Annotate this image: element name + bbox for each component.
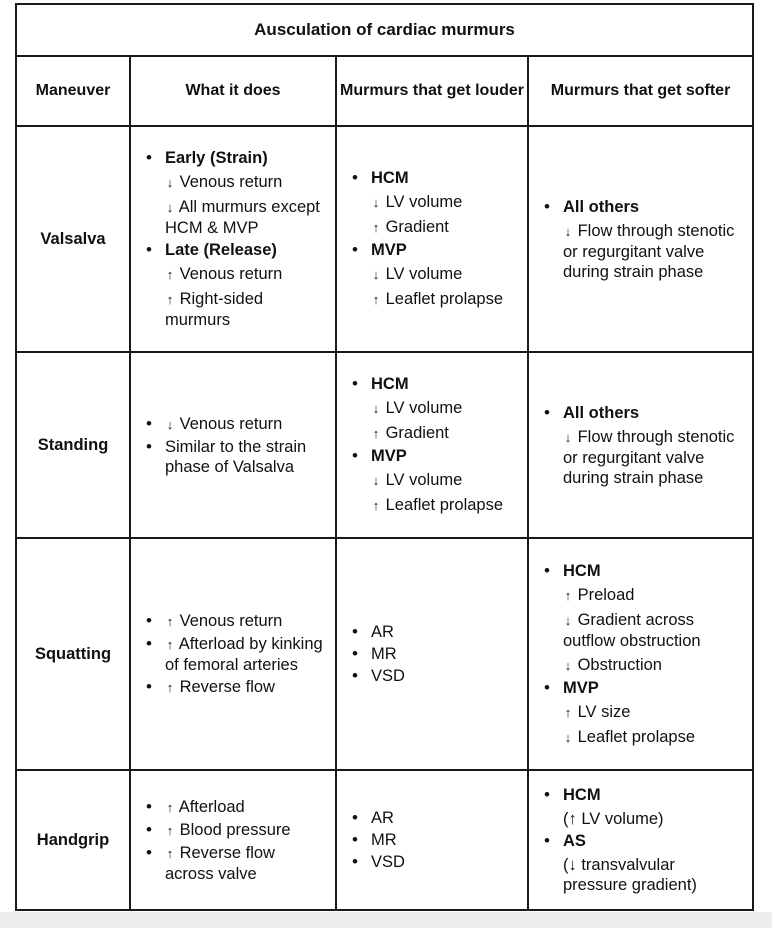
sub-item [371, 217, 517, 238]
item-line [165, 415, 282, 433]
arrow-icon: ↑ [166, 679, 174, 695]
maneuver-cell: Handgrip [16, 770, 130, 910]
item-line [165, 612, 282, 630]
header-maneuver: Maneuver [16, 56, 130, 126]
item-heading: • HCM [371, 375, 409, 393]
bullet-list [541, 561, 742, 748]
list-item [541, 561, 742, 676]
item-text: Obstruction [577, 655, 662, 674]
item-text: AR [371, 623, 394, 641]
louder-cell [336, 538, 528, 770]
arrow-icon: ↓ [372, 401, 380, 416]
bullet-list [541, 785, 742, 895]
list-item [143, 148, 325, 238]
louder-cell [336, 352, 528, 538]
item-text: VSD [371, 853, 405, 871]
arrow-icon: ↑ [166, 636, 174, 652]
item-text: Venous return [179, 173, 283, 191]
arrow-icon: ↑ [166, 822, 174, 838]
arrow-icon: ↓ [166, 416, 174, 432]
list-item [349, 808, 517, 828]
item-text: LV volume [385, 471, 463, 489]
table-title: Ausculation of cardiac murmurs [16, 4, 753, 56]
sub-item [563, 655, 742, 676]
item-line [371, 623, 394, 641]
list-item [143, 240, 325, 330]
sub-item [371, 289, 517, 310]
list-item [143, 634, 325, 675]
item-text: Venous return [179, 414, 283, 433]
item-text: MR [371, 831, 397, 849]
arrow-icon: ↑ [166, 799, 174, 815]
maneuver-cell: Valsalva [16, 126, 130, 352]
bullet-list [143, 611, 325, 698]
item-text: LV volume [385, 399, 463, 417]
item-text: Reverse flow [179, 677, 275, 696]
sub-item [165, 264, 325, 285]
list-item [349, 852, 517, 872]
list-item [541, 197, 742, 282]
sub-item [563, 610, 742, 651]
list-item [143, 437, 325, 477]
item-heading: • All others [563, 197, 640, 216]
list-item [349, 446, 517, 516]
item-line [165, 844, 275, 883]
arrow-icon: ↓ [564, 612, 572, 628]
list-item [349, 374, 517, 444]
sub-item [371, 470, 517, 491]
arrow-icon: ↑ [166, 613, 174, 629]
bullet-list [349, 622, 517, 686]
item-heading: • MVP [371, 447, 407, 465]
item-text: Gradient [385, 424, 449, 442]
what-cell [130, 538, 336, 770]
item-line [165, 635, 323, 674]
sub-item [563, 727, 742, 748]
bullet-list [541, 403, 742, 488]
row-valsalva [16, 126, 753, 352]
what-cell [130, 126, 336, 352]
arrow-icon: ↓ [564, 429, 572, 445]
sub-item [563, 702, 742, 723]
item-line [165, 438, 306, 476]
list-item [541, 831, 742, 895]
item-text: Preload [577, 585, 635, 604]
list-item [143, 611, 325, 632]
louder-cell [336, 126, 528, 352]
list-item [541, 785, 742, 829]
bottom-bar [0, 912, 772, 928]
item-line [371, 853, 405, 871]
bullet-list [349, 808, 517, 872]
maneuver-cell: Standing [16, 352, 130, 538]
arrow-icon: ↑ [166, 292, 174, 307]
list-item [143, 843, 325, 884]
sub-item [371, 264, 517, 285]
header-what-it-does: What it does [130, 56, 336, 126]
sub-item [371, 495, 517, 516]
item-text: Flow through stenotic or regurgitant valve during strain phase [563, 427, 735, 487]
item-text: Afterload by kinking of femoral arteries [165, 634, 323, 674]
list-item [349, 240, 517, 310]
arrow-icon: ↑ [372, 498, 380, 513]
item-text: Flow through stenotic or regurgitant valve during strain phase [563, 221, 735, 281]
item-text: Blood pressure [179, 820, 291, 839]
sub-item [563, 585, 742, 606]
item-text: MR [371, 645, 397, 663]
header-louder: Murmurs that get louder [336, 56, 528, 126]
sub-item [563, 809, 742, 829]
bullet-list [143, 414, 325, 477]
arrow-icon: ↑ [166, 845, 174, 861]
item-heading: • Early (Strain) [165, 149, 268, 167]
item-text: Reverse flow across valve [165, 843, 275, 883]
sub-item [165, 172, 325, 193]
softer-cell [528, 352, 753, 538]
item-line [371, 809, 394, 827]
item-heading: • All others [563, 403, 640, 422]
item-line [371, 645, 397, 663]
arrow-icon: ↓ [372, 473, 380, 488]
item-text: AR [371, 809, 394, 827]
bullet-list [349, 374, 517, 516]
list-item [349, 830, 517, 850]
bullet-list [143, 797, 325, 884]
item-text: LV volume [385, 193, 463, 211]
item-text: Right-sided murmurs [165, 290, 264, 329]
item-text: Leaflet prolapse [385, 290, 504, 308]
item-heading: • MVP [371, 241, 407, 259]
item-text: Gradient across outflow obstruction [563, 610, 701, 650]
arrow-icon: ↑ [166, 267, 174, 282]
item-text: LV volume [385, 265, 463, 283]
maneuver-cell: Squatting [16, 538, 130, 770]
list-item [143, 797, 325, 818]
item-text: Leaflet prolapse [385, 496, 504, 514]
item-line [371, 831, 397, 849]
sub-item [165, 289, 325, 330]
item-text: Venous return [179, 265, 283, 283]
bullet-list [143, 148, 325, 330]
louder-cell [336, 770, 528, 910]
softer-cell [528, 126, 753, 352]
row-squatting [16, 538, 753, 770]
arrow-icon: ↓ [372, 195, 380, 210]
item-text: Venous return [179, 611, 283, 630]
arrow-icon: ↑ [372, 292, 380, 307]
item-heading: • HCM [371, 169, 409, 187]
item-text: VSD [371, 667, 405, 685]
list-item [349, 622, 517, 642]
arrow-icon: ↓ [166, 175, 174, 190]
murmur-table [15, 3, 754, 911]
arrow-icon: ↓ [564, 729, 572, 745]
sub-item [165, 197, 325, 238]
item-text: LV size [577, 702, 631, 721]
softer-cell [528, 538, 753, 770]
item-text: (↑ LV volume) [563, 810, 664, 828]
arrow-icon: ↓ [372, 267, 380, 282]
row-standing [16, 352, 753, 538]
sub-item [371, 192, 517, 213]
item-text: Gradient [385, 218, 449, 236]
arrow-icon: ↓ [564, 657, 572, 673]
sub-item [563, 855, 742, 895]
arrow-icon: ↑ [564, 587, 572, 603]
item-heading: • HCM [563, 786, 601, 804]
sub-item [371, 398, 517, 419]
item-text: (↓ transvalvular pressure gradient) [563, 856, 697, 894]
arrow-icon: ↓ [166, 200, 174, 215]
header-softer: Murmurs that get softer [528, 56, 753, 126]
list-item [541, 678, 742, 748]
arrow-icon: ↑ [372, 220, 380, 235]
item-line [165, 821, 291, 839]
item-heading: • AS [563, 832, 586, 850]
item-heading: • HCM [563, 561, 601, 580]
list-item [143, 414, 325, 435]
what-cell [130, 352, 336, 538]
what-cell [130, 770, 336, 910]
arrow-icon: ↑ [372, 426, 380, 441]
item-heading: • Late (Release) [165, 241, 277, 259]
sub-item [371, 423, 517, 444]
item-heading: • MVP [563, 678, 599, 697]
arrow-icon: ↓ [564, 223, 572, 239]
item-text: Leaflet prolapse [577, 727, 696, 746]
row-handgrip [16, 770, 753, 910]
list-item [143, 677, 325, 698]
bullet-list [541, 197, 742, 282]
item-line [165, 678, 275, 696]
sub-item [563, 221, 742, 282]
item-text: Afterload [178, 797, 245, 816]
list-item [349, 644, 517, 664]
list-item [349, 168, 517, 238]
bullet-list [349, 168, 517, 310]
item-text: All murmurs except HCM & MVP [165, 198, 320, 237]
arrow-icon: ↑ [564, 704, 572, 720]
item-line [165, 798, 245, 816]
item-text: Similar to the strain phase of Valsalva [165, 437, 307, 476]
item-line [371, 667, 405, 685]
list-item [349, 666, 517, 686]
list-item [541, 403, 742, 488]
softer-cell [528, 770, 753, 910]
sub-item [563, 427, 742, 488]
list-item [143, 820, 325, 841]
